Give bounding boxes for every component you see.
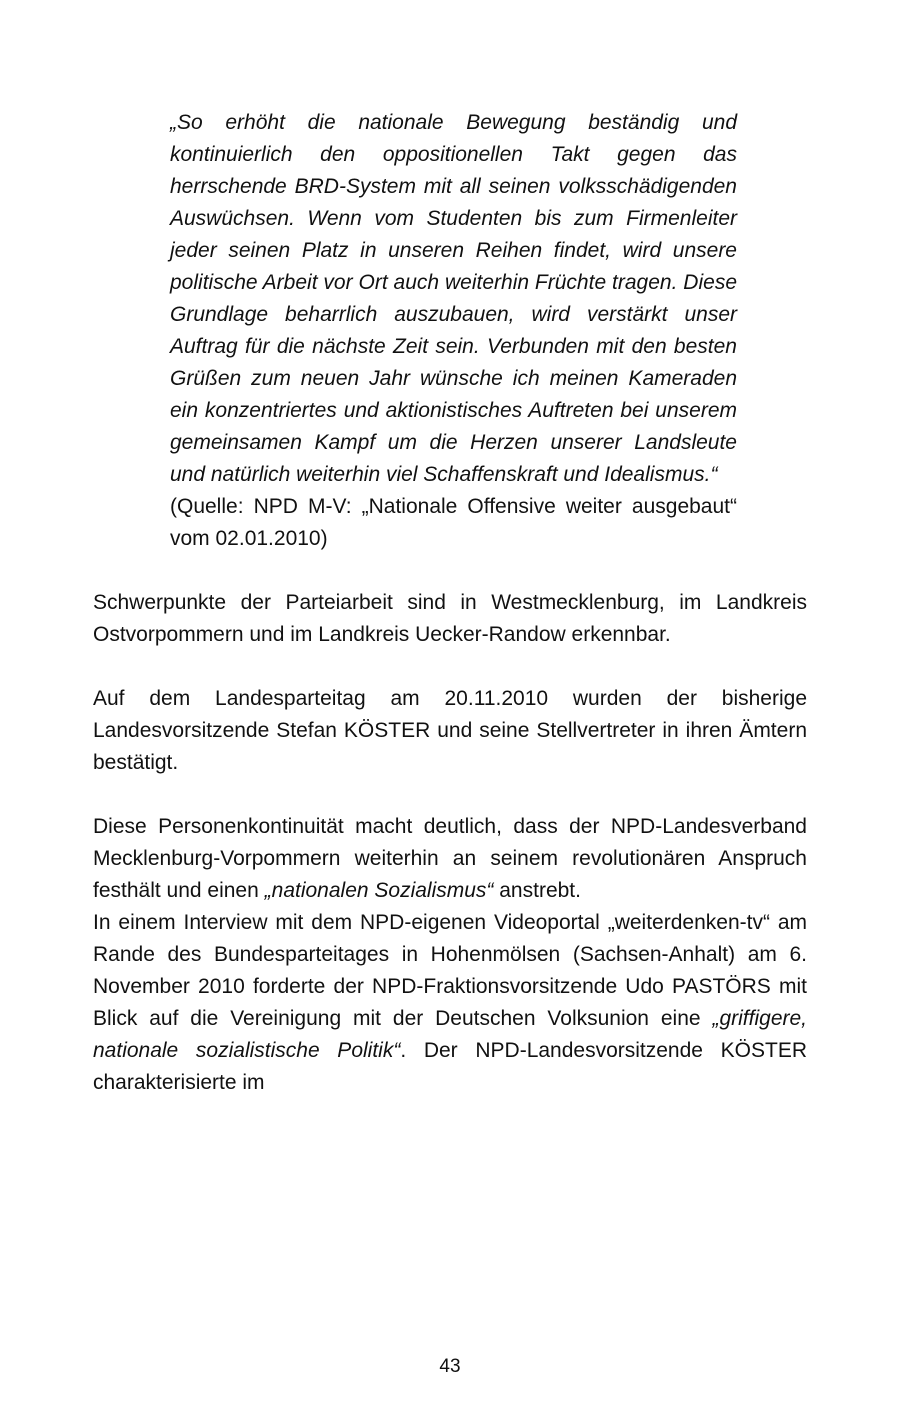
emphasized-text-run: „nationalen Sozialismus“ (264, 879, 494, 902)
quote-text: „So erhöht die nationale Bewegung beständig und kontinuierlich den oppositionellen Takt gegen das herrschende BRD-System mit all seinen volksschädigenden Auswüchsen. Wenn vom Studenten bis zum Firmenleiter jeder seinen Platz in unseren Reihen findet, wird unsere politische Arbeit vor Ort auch weiterhin Früchte tragen. Diese Grundlage beharrlich auszubauen, wird verstärkt unser Auftrag für die nächste Zeit sein. Verbunden mit den besten Grüßen zum neuen Jahr wünsche ich meinen Kameraden ein konzentriertes und aktionistisches Auftreten bei unserem gemeinsamen Kampf um die Herzen unserer Landsleute und natürlich weiterhin viel Schaffenskraft und Idealismus.“ (170, 111, 737, 486)
text-run: . Der NPD-Landesvorsitzende KÖSTER charakterisierte im (93, 1039, 807, 1094)
text-run: In einem Interview mit dem NPD-eigenen Videoportal „weiterdenken-tv“ am Rande des Bundesparteitages in Hohenmölsen (Sachsen-Anhalt) am 6. November 2010 forderte der NPD-Fraktionsvorsitzende Udo PASTÖRS mit Blick auf die Vereinigung mit der Deutschen Volksunion eine (93, 911, 807, 1030)
quote-source: (Quelle: NPD M-V: „Nationale Offensive weiter ausgebaut“ vom 02.01.2010) (170, 495, 737, 550)
emphasized-text-run: „griffigere, nationale sozialistische Politik“ (93, 1007, 807, 1062)
paragraph (93, 683, 807, 779)
paragraph (93, 587, 807, 651)
text-run: Schwerpunkte der Parteiarbeit sind in Westmecklenburg, im Landkreis Ostvorpommern und im Landkreis Uecker-Randow erkennbar. (93, 591, 807, 646)
text-run: anstrebt. (493, 879, 581, 902)
page-content (93, 107, 807, 1099)
text-run: Auf dem Landesparteitag am 20.11.2010 wurden der bisherige Landesvorsitzende Stefan KÖSTER und seine Stellvertreter in ihren Ämtern bestätigt. (93, 687, 807, 774)
paragraph (93, 907, 807, 1099)
block-quote (170, 107, 737, 555)
paragraph (93, 811, 807, 907)
body-paragraphs (93, 587, 807, 1099)
text-run: Diese Personenkontinuität macht deutlich, dass der NPD-Landesverband Mecklenburg-Vorpommern weiterhin an seinem revolutionären Anspruch festhält und einen (93, 815, 807, 902)
page-number: 43 (439, 1356, 461, 1377)
